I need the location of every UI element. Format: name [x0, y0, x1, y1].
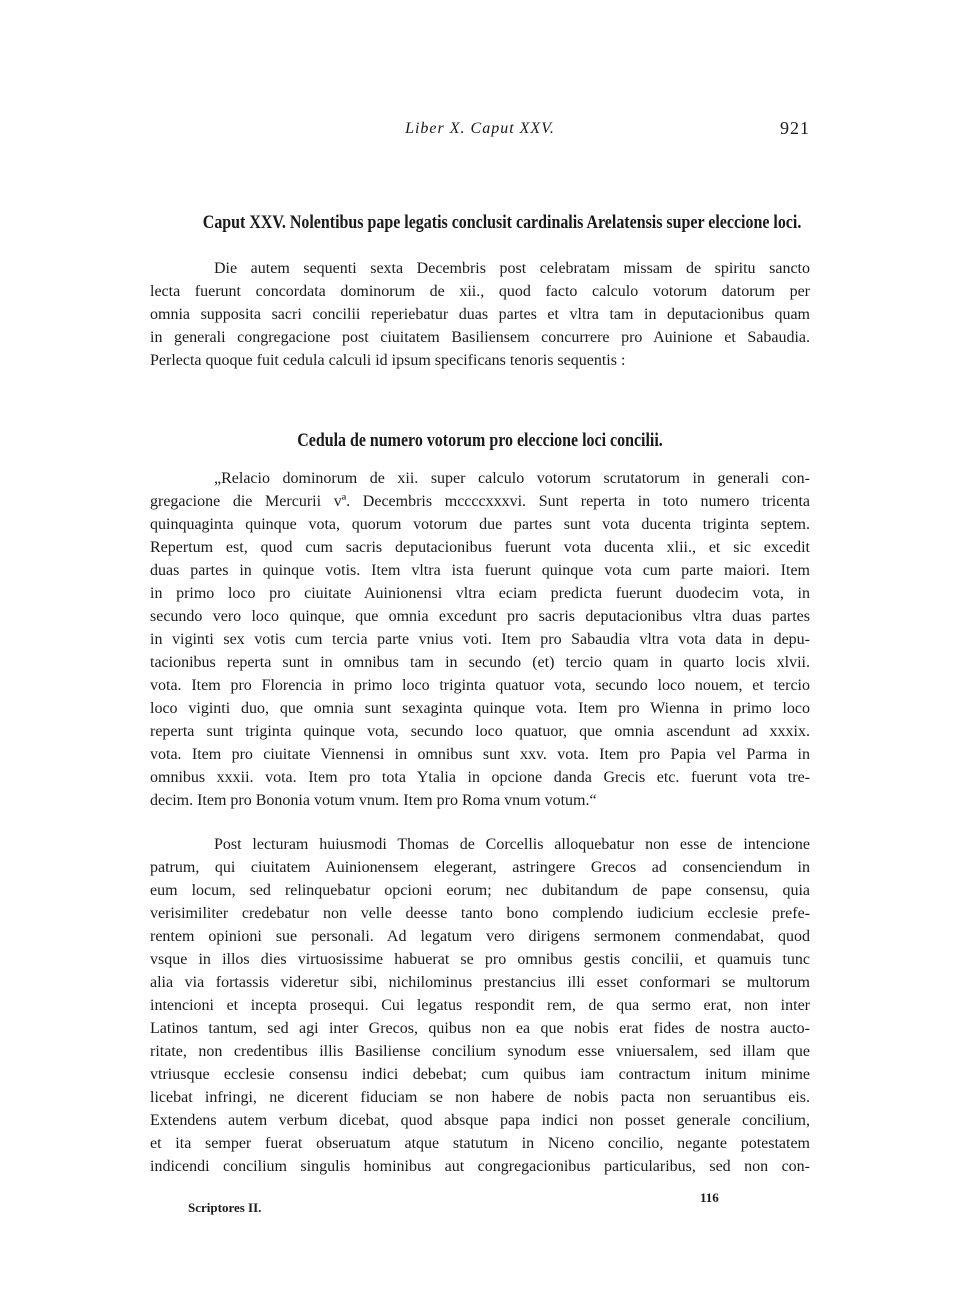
text-line: „Relacio dominorum de xii. super calculo votorum scrutatorum in generali con- — [214, 470, 810, 487]
page-number: 921 — [780, 118, 810, 138]
text-line: Post lecturam huiusmodi Thomas de Corcellis alloquebatur non esse de intencione — [214, 836, 810, 853]
signature-mark: Scriptores II. — [188, 1200, 262, 1215]
text-line: ritate, non credentibus illis Basiliense concilium synodum esse vniuersalem, sed illam que — [150, 1043, 810, 1060]
running-head — [150, 118, 810, 142]
text-line: gregacione die Mercurii vª. Decembris mccccxxxvi. Sunt reperta in toto numero tricenta — [150, 493, 810, 510]
text-line: loco viginti duo, que omnia sunt sexaginta quinque vota. Item pro Wienna in primo loco — [150, 700, 810, 717]
text-line: in primo loco pro ciuitate Auinionensi vltra eciam predicta fuerunt duodecim vota, in — [150, 585, 810, 602]
text-line: et ita semper fuerat obseruatum atque statutum in Niceno concilio, negante potestatem — [150, 1135, 810, 1152]
sheet-number: 116 — [700, 1190, 719, 1205]
text-line: intencioni et incepta prosequi. Cui legatus respondit rem, de qua sermo erat, non inter — [150, 997, 810, 1014]
text-line: vtriusque ecclesie consensu indici debebat; cum quibus iam contractum initum minime — [150, 1066, 810, 1083]
text-line: duas partes in quinque votis. Item vltra ista fuerunt quinque vota cum parte maiori. Item — [150, 562, 810, 579]
text-line: verisimiliter credebatur non velle deesse tanto bono complendo iudicium ecclesie prefe- — [150, 905, 810, 922]
text-line: rentem opinioni sue personali. Ad legatum vero dirigens sermonem conmendabat, quod — [150, 928, 810, 945]
text-line: patrum, qui ciuitatem Auinionensem elegerant, astringere Grecos ad consenciendum in — [150, 859, 810, 876]
text-line: eum locum, sed relinquebatur opcioni eorum; nec dubitandum de pape consensu, quia — [150, 882, 810, 899]
text-line: omnia supposita sacri concilii reperiebatur duas partes et vltra tam in deputacionibus quam — [150, 306, 810, 323]
intro-paragraph — [150, 257, 810, 372]
text-line: Extendens autem verbum dicebat, quod absque papa indici non posset generale concilium, — [150, 1112, 810, 1129]
text-line: decim. Item pro Bononia votum vnum. Item pro Roma vnum votum.“ — [150, 792, 597, 809]
text-line: secundo vero loco quinque, que omnia excedunt pro sacris deputacionibus vltra duas partes — [150, 608, 810, 625]
text-line: reperta sunt triginta quinque vota, secundo loco quatuor, que omnia ascendunt ad xxxix. — [150, 723, 810, 740]
text-line: vota. Item pro ciuitate Viennensi in omnibus sunt xxv. vota. Item pro Papia vel Parma in — [150, 746, 810, 763]
text-line: alia via fortassis videretur sibi, nichilominus prestancius illi esset conformari se multorum — [150, 974, 810, 991]
text-line: in viginti sex votis cum tercia parte vnius voti. Item pro Sabaudia vltra vota data in depu- — [150, 631, 810, 648]
text-line: Repertum est, quod cum sacris deputacionibus fuerunt vota ducenta xlii., et sic excedit — [150, 539, 810, 556]
text-line: lecta fuerunt concordata dominorum de xii., quod facto calculo votorum datorum per — [150, 283, 810, 300]
text-line: Latinos tantum, sed agi inter Grecos, quibus non ea que nobis erat fides de nostra aucto- — [150, 1020, 810, 1037]
text-line: licebat infringi, ne dicerent fiduciam se non habere de nobis pacta non seruantibus eis. — [150, 1089, 810, 1106]
body-paragraph — [150, 833, 810, 1178]
text-line: vsque in illos dies virtuosissime habuerat se pro omnibus gestis concilii, et quamuis tunc — [150, 951, 810, 968]
text-line: quinquaginta quinque vota, quorum votorum due partes sunt vota ducenta triginta septem. — [150, 516, 810, 533]
text-line: omnibus xxxii. vota. Item pro tota Ytalia in opcione danda Grecis etc. fuerunt vota tre- — [150, 769, 810, 786]
chapter-heading: Caput XXV. Nolentibus pape legatis conclusit cardinalis Arelatensis super eleccione loci. — [202, 212, 802, 233]
text-line: Die autem sequenti sexta Decembris post celebratam missam de spiritu sancto — [214, 260, 810, 277]
text-line: vota. Item pro Florencia in primo loco triginta quatuor vota, secundo loco nouem, et tercio — [150, 677, 810, 694]
text-line: Perlecta quoque fuit cedula calculi id ipsum specificans tenoris sequentis : — [150, 352, 626, 369]
text-line: tacionibus reperta sunt in omnibus tam in secundo (et) tercio quam in quarto locis xlvii. — [150, 654, 810, 671]
cedula-heading: Cedula de numero votorum pro eleccione loci concilii. — [297, 430, 663, 451]
running-title: Liber X. Caput XXV. — [405, 120, 555, 137]
cedula-text — [150, 467, 810, 812]
text-line: in generali congregacione post ciuitatem Basiliensem concurrere pro Auinione et Sabaudia. — [150, 329, 810, 346]
text-line: indicendi concilium singulis hominibus aut congregacionibus particularibus, sed non con- — [150, 1158, 810, 1175]
